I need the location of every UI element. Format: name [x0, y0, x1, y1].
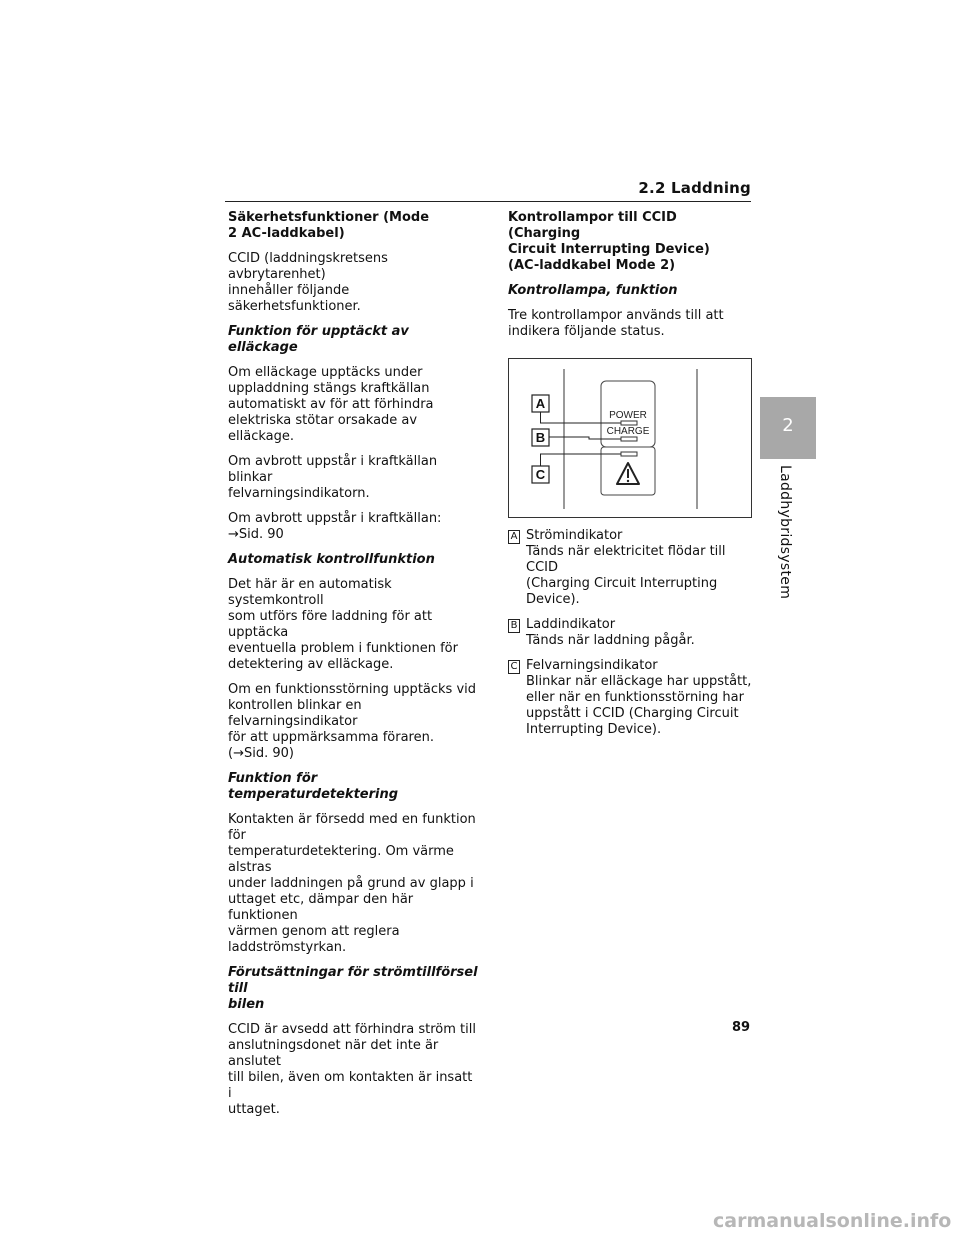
chapter-label: Laddhybridsystem — [777, 465, 793, 600]
power-supply-conditions-subheading: Förutsättningar för strömtillförsel till bilen — [228, 965, 478, 1012]
legend-title: Laddindikator — [526, 617, 616, 632]
temperature-detection-subheading: Funktion för temperaturdetektering — [228, 771, 399, 802]
label-c: C — [535, 467, 546, 482]
indicator-intro: Tre kontrollampor används till att indikera följande status. — [508, 308, 724, 339]
legend-item-a — [508, 528, 753, 608]
ccid-panel-illustration — [509, 359, 751, 517]
section-title: 2.2 Laddning — [638, 179, 751, 197]
leak-detection-subheading: Funktion för upptäckt av elläckage — [228, 324, 409, 355]
charge-panel-label: CHARGE — [606, 426, 650, 437]
leader-line-c — [541, 454, 622, 466]
paragraph: Kontakten är försedd med en funktion för temperaturdetektering. Om värme alstras under laddningen på grund av glapp i uttaget etc, dämpar den här funktionen värmen genom att reglera laddströmstyrkan. — [228, 812, 476, 955]
paragraph: Om elläckage upptäcks under uppladdning stängs kraftkällan automatiskt av för att förhindra elektriska stötar orsakade av elläckage. — [228, 365, 434, 444]
legend-item-b — [508, 617, 753, 649]
indicator-lamps-heading: Kontrollampor till CCID (Charging Circuit Interrupting Device) (AC-laddkabel Mode 2) — [508, 210, 710, 273]
chapter-tab — [760, 397, 816, 459]
legend-description: Tänds när elektricitet flödar till CCID (Charging Circuit Interrupting Device). — [526, 544, 726, 607]
warning-led — [621, 452, 637, 456]
charge-led — [621, 437, 637, 441]
power-led — [621, 421, 637, 425]
leader-line-b — [549, 437, 621, 439]
label-a: A — [535, 396, 546, 411]
power-panel-label: POWER — [609, 410, 647, 421]
paragraph: Det här är en automatisk systemkontroll som utförs före laddning för att upptäcka eventuella problem i funktionen för detektering av elläckage. — [228, 577, 458, 672]
safety-functions-intro: CCID (laddningskretsens avbrytarenhet) innehåller följande säkerhetsfunktioner. — [228, 251, 388, 314]
page-header — [225, 179, 751, 202]
page-number: 89 — [732, 1020, 751, 1035]
chapter-number: 2 — [782, 415, 794, 436]
indicator-function-subheading: Kontrollampa, funktion — [508, 283, 678, 298]
legend-key: B — [508, 619, 520, 633]
legend-title: Strömindikator — [526, 528, 623, 543]
legend-title: Felvarningsindikator — [526, 658, 658, 673]
auto-check-subheading: Automatisk kontrollfunktion — [228, 552, 435, 567]
legend-key: C — [508, 660, 520, 674]
paragraph: Om avbrott uppstår i kraftkällan blinkar felvarningsindikatorn. — [228, 454, 438, 501]
ccid-indicator-figure — [508, 358, 752, 518]
legend-key: A — [508, 530, 520, 544]
warning-triangle-icon — [617, 463, 639, 484]
right-column — [508, 210, 753, 747]
legend-description: Blinkar när elläckage har uppstått, eller när en funktionsstörning har uppstått i CCID (Charging Circuit Interrupting Device). — [526, 674, 752, 737]
legend-item-c — [508, 658, 753, 738]
left-column — [228, 210, 478, 1127]
safety-functions-heading: Säkerhetsfunktioner (Mode 2 AC-laddkabel) — [228, 210, 430, 241]
paragraph-with-page-reference: Om en funktionsstörning upptäcks vid kontrollen blinkar en felvarningsindikator för att uppmärksamma föraren. (→Sid. 90) — [228, 682, 477, 761]
paragraph-with-page-reference: Om avbrott uppstår i kraftkällan: →Sid. 90 — [228, 511, 442, 542]
watermark: carmanualsonline.info — [713, 1210, 952, 1232]
legend-description: Tänds när laddning pågår. — [526, 633, 695, 648]
label-b: B — [535, 430, 546, 445]
paragraph: CCID är avsedd att förhindra ström till anslutningsdonet när det inte är anslutet till bilen, även om kontakten är insatt i uttaget. — [228, 1022, 476, 1117]
